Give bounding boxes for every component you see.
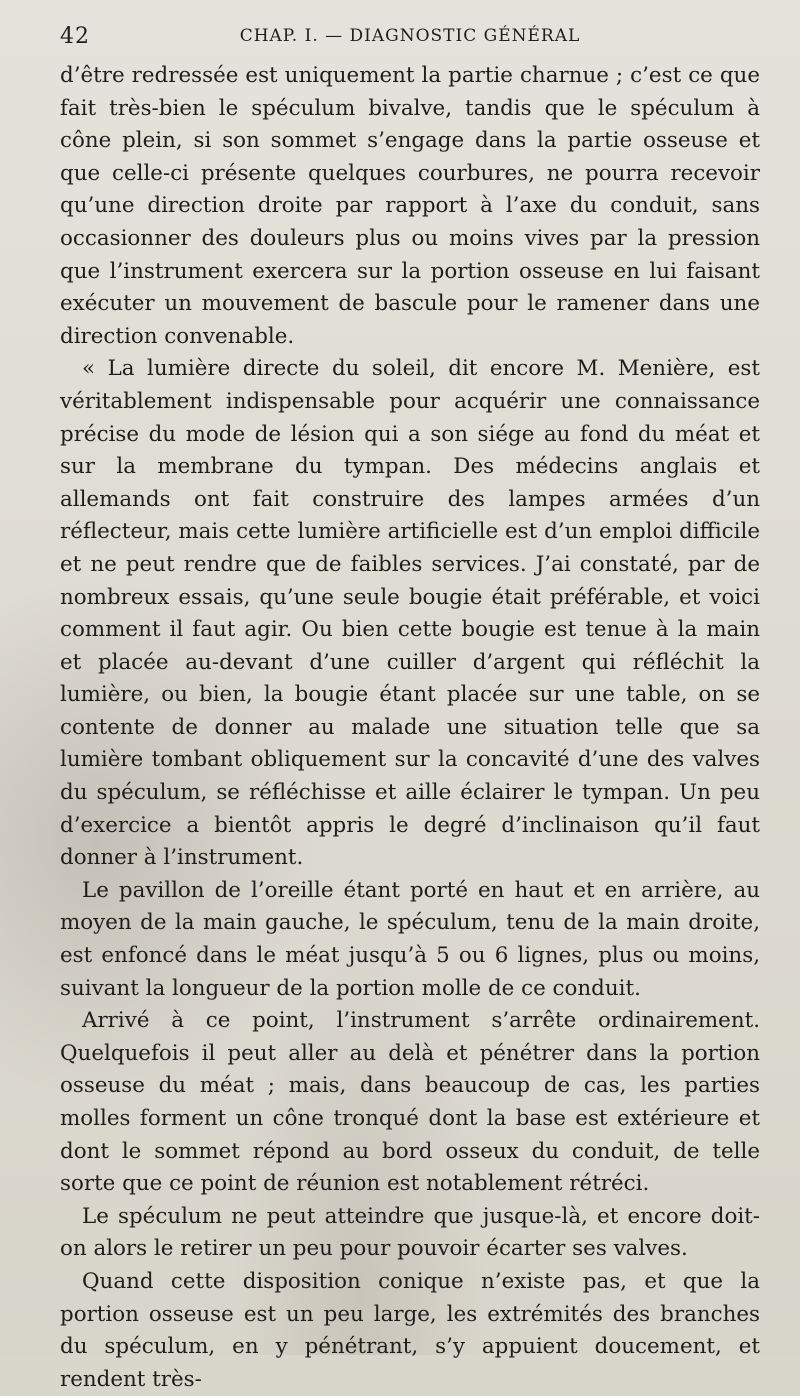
paragraph: Le spéculum ne peut atteindre que jusque-là, et encore doit-on alors le retirer un peu pour pouvoir écarter ses valves. [60,1203,760,1262]
page-number: 42 [60,23,90,49]
paragraph: Quand cette disposition conique n’existe pas, et que la portion osseuse est un peu large, les extrémités des branches du spéculum, en y pénétrant, s’y appuient doucement, et rendent très- [60,1268,760,1392]
paragraph: Le pavillon de l’oreille étant porté en haut et en arrière, au moyen de la main gauche, le spéculum, tenu de la main droite, est enfoncé dans le méat jusqu’à 5 ou 6 lignes, plus ou moins, suivant la longueur de la portion molle de ce conduit. [60,877,760,1001]
running-head: CHAP. I. — DIAGNOSTIC GÉNÉRAL [239,26,581,46]
body-text [60,60,760,1396]
paragraph: « La lumière directe du soleil, dit encore M. Menière, est véritablement indispensable pour acquérir une connaissance précise du mode de lésion qui a son siége au fond du méat et sur la membrane du tympan. Des médecins anglais et allemands ont fait construire des lampes armées d’un réflecteur, mais cette lumière artificielle est d’un emploi difficile et ne peut rendre que de faibles services. J’ai constaté, par de nombreux essais, qu’une seule bougie était préférable, et voici comment il faut agir. Ou bien cette bougie est tenue à la main et placée au-devant d’une cuiller d’argent qui réfléchit la lumière, ou bien, la bougie étant placée sur une table, on se contente de donner au malade une situation telle que sa lumière tombant obliquement sur la concavité d’une des valves du spéculum, se réfléchisse et aille éclairer le tympan. Un peu d’exercice a bientôt appris le degré d’inclinaison qu’il faut donner à l’instrument. [60,356,760,871]
page-header [60,20,760,52]
paragraph: Arrivé à ce point, l’instrument s’arrête ordinairement. Quelquefois il peut aller au delà et pénétrer dans la portion osseuse du méat ; mais, dans beaucoup de cas, les parties molles forment un cône tronqué dont la base est extérieure et dont le sommet répond au bord osseux du conduit, de telle sorte que ce point de réunion est notablement rétréci. [60,1008,760,1197]
paragraph: d’être redressée est uniquement la partie charnue ; c’est ce que fait très-bien le spéculum bivalve, tandis que le spéculum à cône plein, si son sommet s’engage dans la partie osseuse et que celle-ci présente quelques courbures, ne pourra recevoir qu’une direction droite par rapport à l’axe du conduit, sans occasionner des douleurs plus ou moins vives par la pression que l’instrument exercera sur la portion osseuse en lui faisant exécuter un mouvement de bascule pour le ramener dans une direction convenable. [60,63,760,349]
